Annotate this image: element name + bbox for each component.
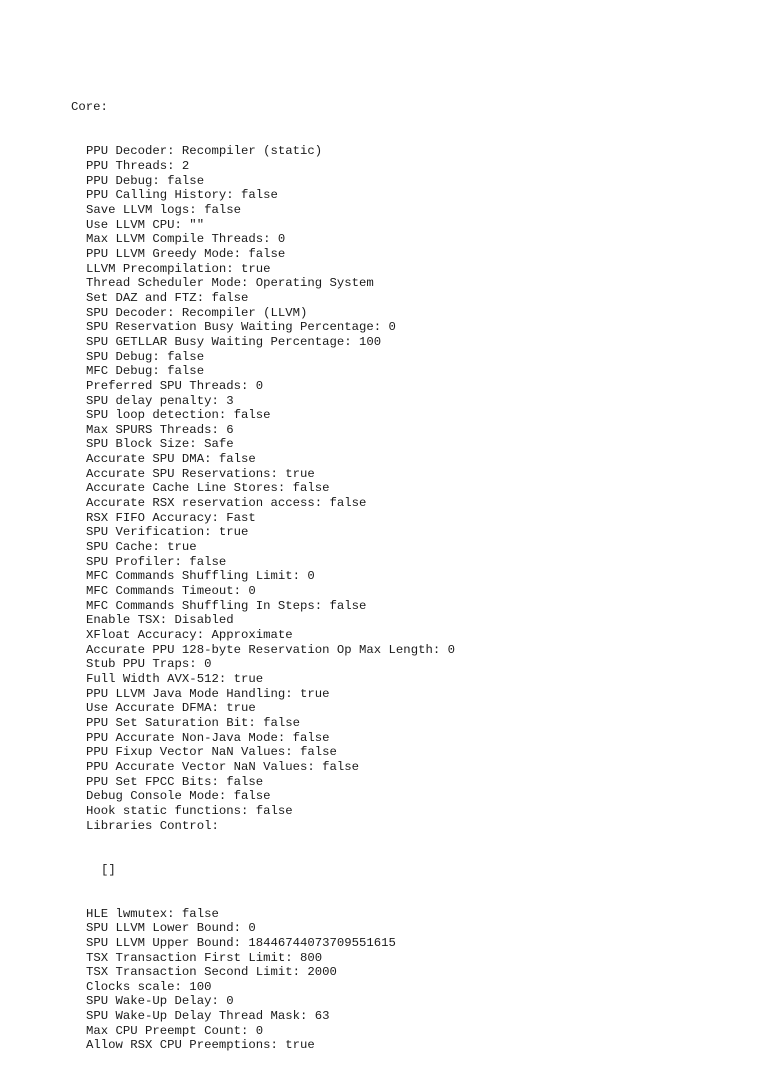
section-header: Core: [71,100,108,115]
setting-line: SPU loop detection: false [86,408,271,423]
setting-line: SPU Decoder: Recompiler (LLVM) [86,305,308,320]
config-document [71,71,455,1068]
setting-line: SPU Wake-Up Delay Thread Mask: 63 [86,1009,330,1024]
setting-line: MFC Debug: false [86,364,205,379]
setting-line: SPU Debug: false [86,349,205,364]
setting-line: PPU Calling History: false [86,188,278,203]
setting-line: SPU GETLLAR Busy Waiting Percentage: 100 [86,334,382,349]
setting-line: Enable TSX: Disabled [86,613,234,628]
setting-line: MFC Commands Timeout: 0 [86,584,256,599]
setting-line: Accurate SPU DMA: false [86,452,256,467]
setting-line: MFC Commands Shuffling In Steps: false [86,598,367,613]
setting-line: Accurate PPU 128-byte Reservation Op Max Length: 0 [86,642,455,657]
setting-line: Stub PPU Traps: 0 [86,657,212,672]
setting-line: SPU LLVM Lower Bound: 0 [86,921,256,936]
setting-line: Use LLVM CPU: "" [86,217,205,232]
setting-line: Accurate Cache Line Stores: false [86,481,330,496]
setting-line: PPU Accurate Non-Java Mode: false [86,730,330,745]
setting-line: LLVM Precompilation: true [86,261,271,276]
setting-line: SPU Block Size: Safe [86,437,234,452]
setting-line: XFloat Accuracy: Approximate [86,628,293,642]
setting-line: PPU Fixup Vector NaN Values: false [86,745,337,760]
setting-line: PPU LLVM Java Mode Handling: true [86,686,330,701]
libraries-control-value: [] [101,862,116,877]
setting-line: SPU Reservation Busy Waiting Percentage: 0 [86,320,396,335]
setting-line: PPU Accurate Vector NaN Values: false [86,759,360,774]
setting-line: PPU LLVM Greedy Mode: false [86,246,286,261]
setting-line: PPU Set FPCC Bits: false [86,774,264,789]
setting-line: Debug Console Mode: false [86,789,271,804]
setting-line: Max CPU Preempt Count: 0 [86,1023,264,1038]
setting-line: SPU Verification: true [86,525,249,540]
setting-line: Allow RSX CPU Preemptions: true [86,1038,315,1053]
setting-line: Libraries Control: [86,818,219,833]
setting-line: Accurate SPU Reservations: true [86,466,315,481]
setting-line: Set DAZ and FTZ: false [86,290,249,305]
setting-line: PPU Set Saturation Bit: false [86,715,301,730]
setting-line: SPU delay penalty: 3 [86,393,234,408]
setting-line: SPU Wake-Up Delay: 0 [86,994,234,1009]
settings-list-continued [71,907,455,1054]
setting-line: SPU Profiler: false [86,554,227,569]
setting-line: Save LLVM logs: false [86,202,241,217]
setting-line: Max LLVM Compile Threads: 0 [86,232,286,247]
setting-line: TSX Transaction First Limit: 800 [86,950,323,965]
setting-line: Max SPURS Threads: 6 [86,422,234,437]
setting-line: Thread Scheduler Mode: Operating System [86,276,374,291]
setting-line: SPU LLVM Upper Bound: 18446744073709551615 [86,935,396,950]
setting-line: TSX Transaction Second Limit: 2000 [86,965,337,980]
setting-line: Accurate RSX reservation access: false [86,496,367,511]
setting-line: RSX FIFO Accuracy: Fast [86,510,256,525]
setting-line: HLE lwmutex: false [86,906,219,921]
setting-line: Hook static functions: false [86,803,293,818]
settings-list [71,144,455,833]
setting-line: MFC Commands Shuffling Limit: 0 [86,569,315,584]
setting-line: Full Width AVX-512: true [86,671,264,686]
setting-line: PPU Debug: false [86,173,205,188]
setting-line: Clocks scale: 100 [86,979,212,994]
setting-line: PPU Decoder: Recompiler (static) [86,144,323,159]
setting-line: PPU Threads: 2 [86,159,190,173]
setting-line: Use Accurate DFMA: true [86,701,256,716]
setting-line: Preferred SPU Threads: 0 [86,378,264,393]
setting-line: SPU Cache: true [86,540,197,555]
